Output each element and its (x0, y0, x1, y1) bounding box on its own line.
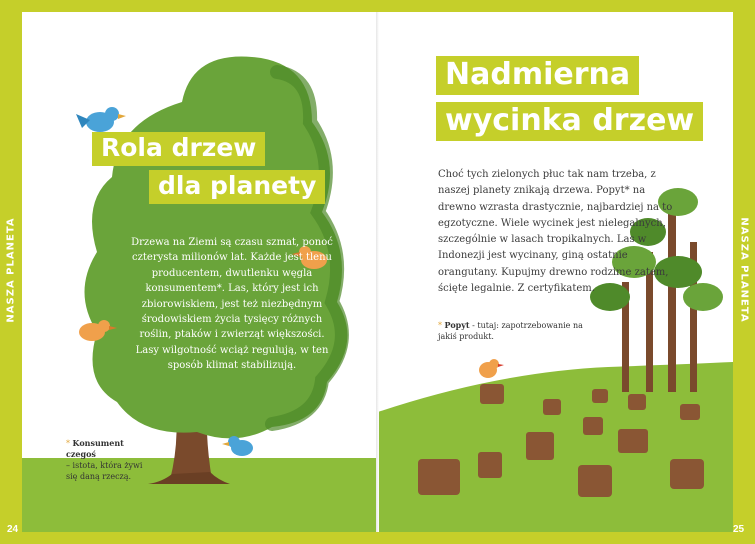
footnote-definition: – istota, która żywi się daną rzeczą. (66, 461, 143, 481)
bird-icon (222, 436, 253, 456)
bird-icon (76, 107, 126, 132)
footnote-marker: * (66, 439, 70, 448)
grass-hill (378, 362, 733, 532)
bird-icon (479, 359, 504, 378)
title-line2: wycinka drzew (436, 102, 703, 141)
footnote (66, 438, 146, 482)
page-number-left: 24 (7, 524, 19, 535)
book-spine (376, 12, 379, 532)
footnote-term: Konsument czegoś (66, 438, 124, 459)
right-page (378, 12, 733, 532)
side-label-right: NASZA PLANETA (738, 217, 750, 323)
page-number-right: 25 (733, 524, 745, 535)
footnote-definition: - tutaj: zapotrzebowanie na jakiś produkt. (438, 321, 583, 341)
poem-text: Choć tych zielonych płuc tak nam trzeba, z naszej planety znikają drzewa. Popyt* na drewno wzrasta drastycznie, najbardziej na to egzotyczne. Wiele wycinek jest nielegalnych, szczególnie w lasach tropikalnych. Las w Indonezji jest wycinany, giną ostatnie orangutany. Kupujmy drewno rodzime zatem, ścięte legalnie. Z certyfikatem. (438, 169, 673, 295)
left-page (22, 12, 377, 532)
footnote-marker: * (438, 321, 442, 330)
side-label-left: NASZA PLANETA (5, 217, 17, 323)
footnote-term: Popyt (444, 320, 470, 330)
poem-text: Drzewa na Ziemi są czasu szmat, ponoć czterysta milionów lat. Każde jest tlenu producentem, dwutlenku węgla konsumentem*. Las, który jest ich zbiorowiskiem, jest też niezbędnym środowiskiem życia tysięcy różnych roślin, ptaków i zwierząt większości. Lasy wilgotność wciąż regulują, w ten sposób klimat stabilizują. (131, 237, 333, 372)
title-line1: Nadmierna (436, 56, 639, 95)
title-line1: Rola drzew (92, 132, 265, 166)
title-line2: dla planety (149, 170, 325, 204)
footnote (438, 320, 588, 342)
